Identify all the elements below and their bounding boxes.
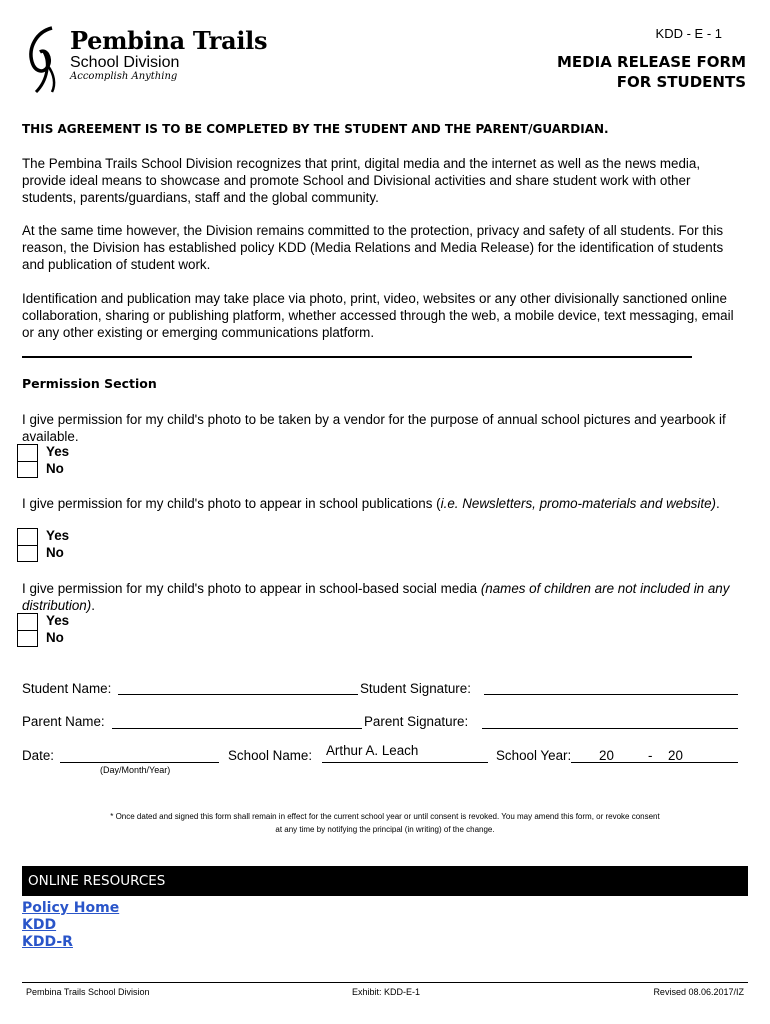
footer-exhibit: Exhibit: KDD-E-1 [352,987,421,997]
student-name-field[interactable] [118,679,358,695]
school-year-prefix-1: 20 [599,748,614,763]
footer-rule [22,982,748,983]
publication-paragraph: Identification and publication may take place via photo, print, video, websites or any other divisionally sanctioned online collaboration, sharing or publishing platform, whether accessed through the web, a mobile device, text messaging, email or any other existing or emerging communications platform. [22,291,734,340]
student-signature-field[interactable] [484,679,738,695]
q2-yes-label: Yes [46,528,70,543]
q1-yes-label: Yes [46,444,70,459]
q3-yes-label: Yes [46,613,70,628]
student-signature-label: Student Signature: [360,681,471,696]
form-code: KDD - E - 1 [655,26,722,41]
q2-italic: i.e. Newsletters, promo-materials and website) [440,496,716,511]
division-logo-icon [22,22,66,94]
online-resources-bar [22,866,748,896]
consent-note [60,810,710,836]
logo-tagline: Accomplish Anything [70,71,178,82]
form-title-line1: MEDIA RELEASE FORM [557,53,746,71]
q1-checkbox-group[interactable] [17,444,38,478]
kdd-link[interactable]: KDD [22,917,57,933]
logo-subtitle: School Division [70,54,180,71]
school-name-label: School Name: [228,748,313,763]
q2-text: I give permission for my child's photo to appear in school publications ( [22,496,441,511]
parent-signature-field[interactable] [482,713,738,729]
form-title-line2: FOR STUDENTS [616,73,746,91]
protection-paragraph: At the same time however, the Division remains committed to the protection, privacy and safety of all students. For this reason, the Division has established policy KDD (Media Relations and Media Release) for the identification of students and publication of student work. [22,223,724,272]
q2-checkbox-group[interactable] [17,528,38,562]
q3-no-label: No [46,630,64,645]
permission-question-1: I give permission for my child's photo to be taken by a vendor for the purpose of annual school pictures and yearbook if available. [22,412,726,444]
agreement-heading: THIS AGREEMENT IS TO BE COMPLETED BY THE STUDENT AND THE PARENT/GUARDIAN. [22,122,609,136]
date-label: Date: [22,748,55,763]
school-year-separator: - [648,748,653,763]
student-name-label: Student Name: [22,681,112,696]
kdd-r-link[interactable]: KDD-R [22,934,73,950]
permission-section-title: Permission Section [22,376,157,391]
date-field[interactable] [60,747,219,763]
school-year-prefix-2: 20 [668,748,683,763]
school-year-field[interactable] [571,747,738,763]
q2-no-label: No [46,545,64,560]
footer-division: Pembina Trails School Division [26,987,150,997]
parent-signature-label: Parent Signature: [364,714,469,729]
consent-note-line2: at any time by notifying the principal (in writing) of the change. [275,825,495,834]
q3-checkbox-group[interactable] [17,613,38,647]
school-name-value: Arthur A. Leach [326,743,419,758]
q1-no-label: No [46,461,64,476]
school-year-label: School Year: [496,748,572,763]
q3-text: I give permission for my child's photo to appear in school-based social media [22,581,481,596]
q2-end: . [715,496,720,511]
form-title [557,52,746,92]
online-resources-title: ONLINE RESOURCES [28,873,166,889]
q3-end: . [91,598,95,613]
permission-question-3 [22,580,732,614]
parent-name-label: Parent Name: [22,714,105,729]
logo-name: Pembina Trails [70,26,268,55]
consent-note-line1: * Once dated and signed this form shall remain in effect for the current school year or until consent is revoked. You may amend this form, or revoke consent [110,812,660,821]
policy-home-link[interactable]: Policy Home [22,900,120,916]
section-divider [22,356,692,358]
permission-question-2 [22,495,732,512]
parent-name-field[interactable] [112,713,362,729]
intro-paragraph: The Pembina Trails School Division recognizes that print, digital media and the internet as well as the news media, provide ideal means to showcase and promote School and Divisional activities and share student work with other students, parents/guardians, staff and the global community. [22,156,701,205]
q3-italic: (names of children are not included in any distribution) [22,581,730,613]
footer-revised: Revised 08.06.2017/IZ [653,987,744,997]
date-format-hint: (Day/Month/Year) [100,765,171,775]
